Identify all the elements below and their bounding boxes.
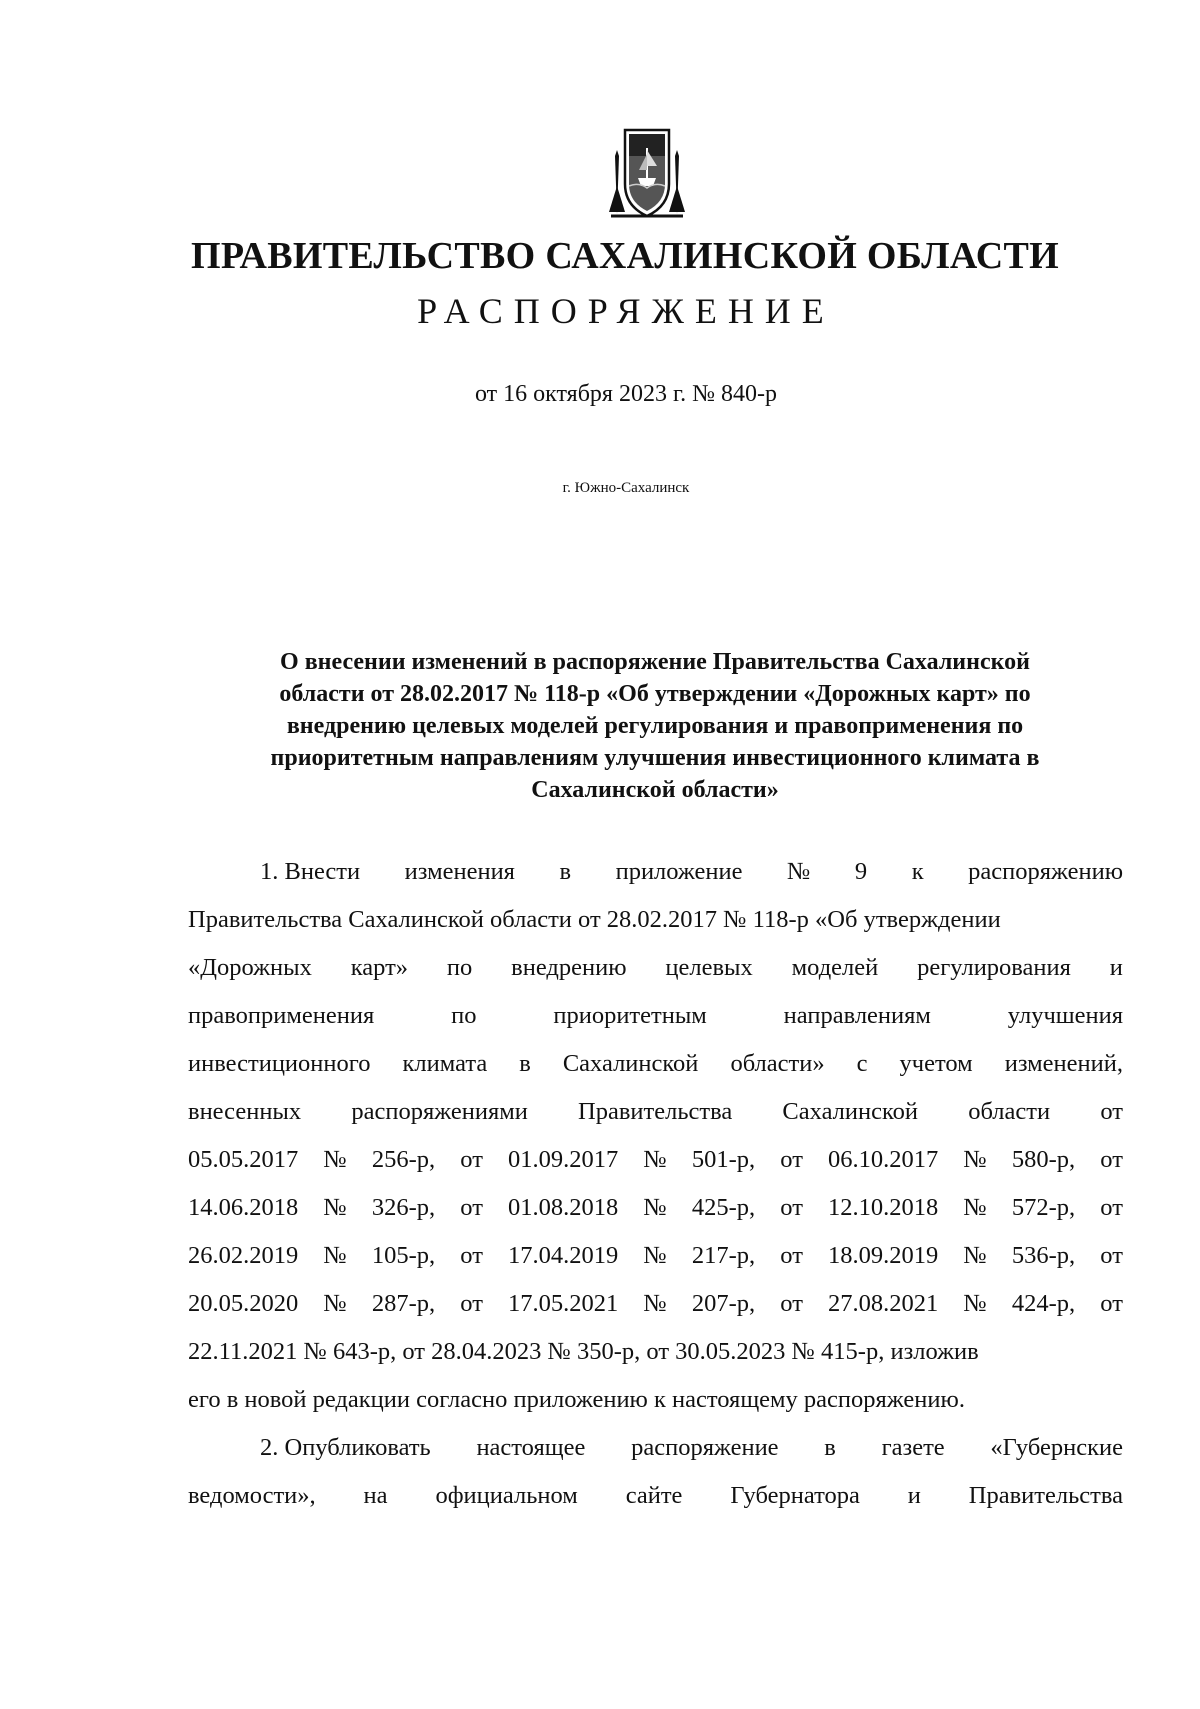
word: изменений, <box>1004 1050 1123 1077</box>
word: инвестиционного <box>188 1050 371 1077</box>
word: области <box>968 1098 1051 1125</box>
word: в <box>824 1434 836 1461</box>
word: от <box>460 1242 483 1269</box>
word: 18.09.2019 <box>828 1242 939 1269</box>
word: регулирования <box>917 954 1071 981</box>
word: от <box>460 1290 483 1317</box>
word: газете <box>881 1434 945 1461</box>
word: внедрению <box>511 954 627 981</box>
paragraph-1-line: 22.11.2021 № 643-р, от 28.04.2023 № 350-р, от 30.05.2023 № 415-р, изложив <box>188 1338 979 1365</box>
word: № <box>323 1290 347 1317</box>
word: № <box>963 1242 987 1269</box>
word: 20.05.2020 <box>188 1290 299 1317</box>
word: по <box>446 954 473 981</box>
sakhalin-coat-of-arms-icon <box>605 126 689 222</box>
word: от <box>1100 1194 1123 1221</box>
word: от <box>460 1194 483 1221</box>
paragraph-1-line <box>188 944 1123 992</box>
word: области» <box>730 1050 825 1077</box>
word: 424-р, <box>1011 1290 1076 1317</box>
document-body <box>188 848 1123 1520</box>
word: 05.05.2017 <box>188 1146 299 1173</box>
word: 17.05.2021 <box>508 1290 619 1317</box>
word: 207-р, <box>691 1290 756 1317</box>
word: ведомости», <box>188 1482 316 1509</box>
paragraph-1-line: его в новой редакции согласно приложению к настоящему распоряжению. <box>188 1386 965 1413</box>
paragraph-1-line <box>188 848 1123 896</box>
subject-line: Сахалинской области» <box>531 777 779 803</box>
word: 536-р, <box>1011 1242 1076 1269</box>
word: 17.04.2019 <box>508 1242 619 1269</box>
word: 01.09.2017 <box>508 1146 619 1173</box>
word: от <box>1100 1098 1123 1125</box>
word: распоряжению <box>968 858 1123 885</box>
word: Правительства <box>968 1482 1123 1509</box>
paragraph-1-line <box>188 1088 1123 1136</box>
paragraph-2-line <box>188 1424 1123 1472</box>
word: 26.02.2019 <box>188 1242 299 1269</box>
word: № <box>323 1146 347 1173</box>
government-title: ПРАВИТЕЛЬСТВО САХАЛИНСКОЙ ОБЛАСТИ <box>191 235 1059 277</box>
word: и <box>907 1482 921 1509</box>
word: от <box>780 1242 803 1269</box>
word: приложение <box>615 858 743 885</box>
word: Сахалинской <box>562 1050 699 1077</box>
word: № <box>323 1194 347 1221</box>
paragraph-1-line <box>188 1136 1123 1184</box>
word: целевых <box>665 954 753 981</box>
word: 501-р, <box>691 1146 756 1173</box>
word: 9 <box>854 858 868 885</box>
subject-line: области от 28.02.2017 № 118-р «Об утверждении «Дорожных карт» по <box>279 681 1031 707</box>
word: 572-р, <box>1011 1194 1076 1221</box>
subject-line: внедрению целевых моделей регулирования и правоприменения по <box>286 713 1024 739</box>
paragraph-1-line <box>188 1232 1123 1280</box>
paragraph-1-line <box>188 992 1123 1040</box>
paragraph-1-line <box>188 1280 1123 1328</box>
word: Сахалинской <box>782 1098 918 1125</box>
word: № <box>787 858 811 885</box>
word: № <box>643 1290 667 1317</box>
word: Губернатора <box>730 1482 860 1509</box>
word: 326-р, <box>371 1194 436 1221</box>
word: № <box>323 1242 347 1269</box>
word: климата <box>402 1050 488 1077</box>
subject-line: О внесении изменений в распоряжение Правительства Сахалинской <box>280 649 1030 675</box>
word: Правительства <box>578 1098 733 1125</box>
word: учетом <box>899 1050 973 1077</box>
word: от <box>460 1146 483 1173</box>
word: от <box>780 1290 803 1317</box>
word: 105-р, <box>371 1242 436 1269</box>
word: настоящее <box>476 1434 586 1461</box>
word: от <box>780 1194 803 1221</box>
word: с <box>856 1050 868 1077</box>
word: сайте <box>625 1482 683 1509</box>
paragraph-2-line <box>188 1472 1123 1520</box>
word: 12.10.2018 <box>828 1194 939 1221</box>
word: 287-р, <box>371 1290 436 1317</box>
word: моделей <box>791 954 879 981</box>
word: 425-р, <box>691 1194 756 1221</box>
document-date-number: от 16 октября 2023 г. № 840-р <box>474 381 777 407</box>
word: улучшения <box>1007 1002 1123 1029</box>
word: 14.06.2018 <box>188 1194 299 1221</box>
paragraph-1-line: Правительства Сахалинской области от 28.02.2017 № 118-р «Об утверждении <box>188 906 1001 933</box>
word: правоприменения <box>188 1002 375 1029</box>
word: 256-р, <box>371 1146 436 1173</box>
word: «Губернские <box>990 1434 1123 1461</box>
document-kind: РАСПОРЯЖЕНИЕ <box>417 291 835 331</box>
paragraph-1-line <box>188 1040 1123 1088</box>
word: на <box>363 1482 388 1509</box>
word: внесенных <box>188 1098 302 1125</box>
word: распоряжение <box>631 1434 779 1461</box>
word: № <box>963 1290 987 1317</box>
word: и <box>1109 954 1123 981</box>
word: изменения <box>404 858 515 885</box>
word: приоритетным <box>553 1002 707 1029</box>
word: 1. Внести <box>260 858 361 885</box>
word: распоряжениями <box>351 1098 528 1125</box>
word: № <box>643 1146 667 1173</box>
word: 01.08.2018 <box>508 1194 619 1221</box>
word: 06.10.2017 <box>828 1146 939 1173</box>
word: карт» <box>350 954 409 981</box>
word: № <box>963 1146 987 1173</box>
word: 217-р, <box>691 1242 756 1269</box>
word: от <box>780 1146 803 1173</box>
subject-line: приоритетным направлениям улучшения инвестиционного климата в <box>270 745 1040 771</box>
word: к <box>911 858 924 885</box>
word: № <box>643 1242 667 1269</box>
word: в <box>559 858 572 885</box>
word: по <box>451 1002 477 1029</box>
word: от <box>1100 1146 1123 1173</box>
word: 580-р, <box>1011 1146 1076 1173</box>
word: от <box>1100 1242 1123 1269</box>
word: «Дорожных <box>188 954 312 981</box>
word: направлениям <box>783 1002 931 1029</box>
word: 27.08.2021 <box>828 1290 939 1317</box>
document-subject <box>190 646 1120 806</box>
word: 2. Опубликовать <box>260 1434 431 1461</box>
word: официальном <box>435 1482 578 1509</box>
word: № <box>643 1194 667 1221</box>
word: № <box>963 1194 987 1221</box>
word: от <box>1100 1290 1123 1317</box>
document-city: г. Южно-Сахалинск <box>562 480 690 496</box>
word: в <box>519 1050 531 1077</box>
paragraph-1-line <box>188 1184 1123 1232</box>
